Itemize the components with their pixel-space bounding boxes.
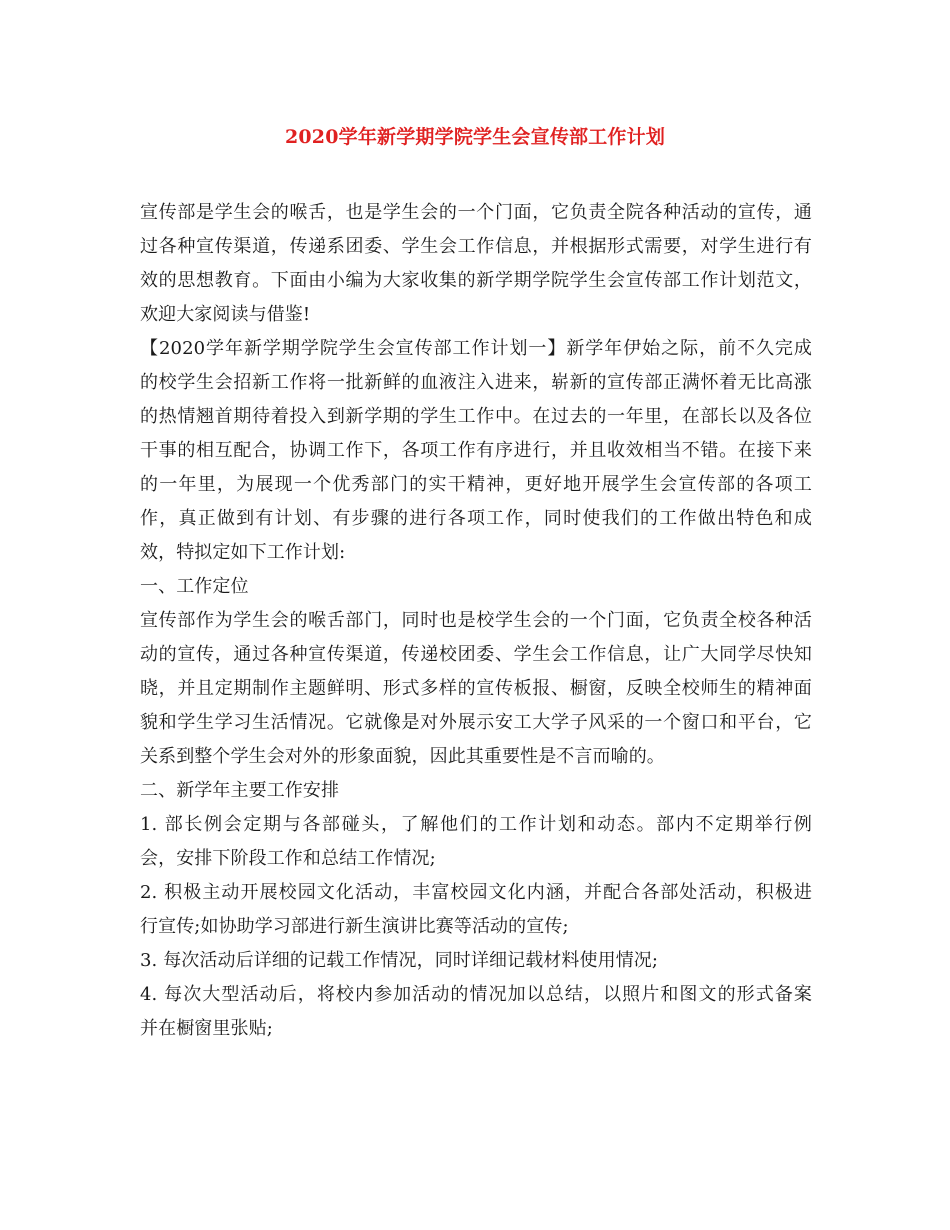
paragraph-line: 宣传部是学生会的喉舌，也是学生会的一个门面，它负责全院各种活动的宣传，通 bbox=[140, 202, 812, 223]
paragraph-line: 动的宣传，通过各种宣传渠道，传递校团委、学生会工作信息，让广大同学尽快知 bbox=[140, 644, 812, 665]
paragraph-line: 干事的相互配合，协调工作下，各项工作有序进行，并且收效相当不错。在接下来 bbox=[140, 440, 812, 461]
section-heading: 二、新学年主要工作安排 bbox=[140, 780, 340, 801]
paragraph-line: 欢迎大家阅读与借鉴! bbox=[140, 304, 311, 325]
paragraph-line: 【2020学年新学期学院学生会宣传部工作计划一】新学年伊始之际，前不久完成 bbox=[140, 338, 812, 359]
list-item-line: 并在橱窗里张贴; bbox=[140, 1018, 273, 1039]
paragraph-line: 关系到整个学生会对外的形象面貌，因此其重要性是不言而喻的。 bbox=[140, 746, 665, 767]
paragraph-line: 晓，并且定期制作主题鲜明、形式多样的宣传板报、橱窗，反映全校师生的精神面 bbox=[140, 678, 812, 699]
list-item-line: 会，安排下阶段工作和总结工作情况; bbox=[140, 848, 436, 869]
list-item-line: 3. 每次活动后详细的记载工作情况，同时详细记载材料使用情况; bbox=[140, 950, 659, 971]
paragraph-line: 貌和学生学习生活情况。它就像是对外展示安工大学子风采的一个窗口和平台，它 bbox=[140, 712, 812, 733]
list-item-line: 1. 部长例会定期与各部碰头，了解他们的工作计划和动态。部内不定期举行例 bbox=[140, 814, 812, 835]
paragraph-line: 效的思想教育。下面由小编为大家收集的新学期学院学生会宣传部工作计划范文， bbox=[140, 270, 812, 291]
paragraph-line: 的热情翘首期待着投入到新学期的学生工作中。在过去的一年里，在部长以及各位 bbox=[140, 406, 812, 427]
paragraph-line: 作，真正做到有计划、有步骤的进行各项工作，同时使我们的工作做出特色和成 bbox=[140, 508, 812, 529]
document-body bbox=[140, 196, 812, 1046]
paragraph-line: 过各种宣传渠道，传递系团委、学生会工作信息，并根据形式需要，对学生进行有 bbox=[140, 236, 812, 257]
paragraph-line: 的一年里，为展现一个优秀部门的实干精神，更好地开展学生会宣传部的各项工 bbox=[140, 474, 812, 495]
list-item-line: 4. 每次大型活动后，将校内参加活动的情况加以总结，以照片和图文的形式备案 bbox=[140, 984, 812, 1005]
document-title: 2020学年新学期学院学生会宣传部工作计划 bbox=[284, 126, 666, 148]
paragraph-line: 效，特拟定如下工作计划: bbox=[140, 542, 346, 563]
section-heading: 一、工作定位 bbox=[140, 576, 249, 597]
paragraph-line: 宣传部作为学生会的喉舌部门，同时也是校学生会的一个门面，它负责全校各种活 bbox=[140, 610, 812, 631]
list-item-line: 行宣传;如协助学习部进行新生演讲比赛等活动的宣传; bbox=[140, 916, 569, 937]
list-item-line: 2. 积极主动开展校园文化活动，丰富校园文化内涵，并配合各部处活动，积极进 bbox=[140, 882, 812, 903]
paragraph-line: 的校学生会招新工作将一批新鲜的血液注入进来，崭新的宣传部正满怀着无比高涨 bbox=[140, 372, 812, 393]
